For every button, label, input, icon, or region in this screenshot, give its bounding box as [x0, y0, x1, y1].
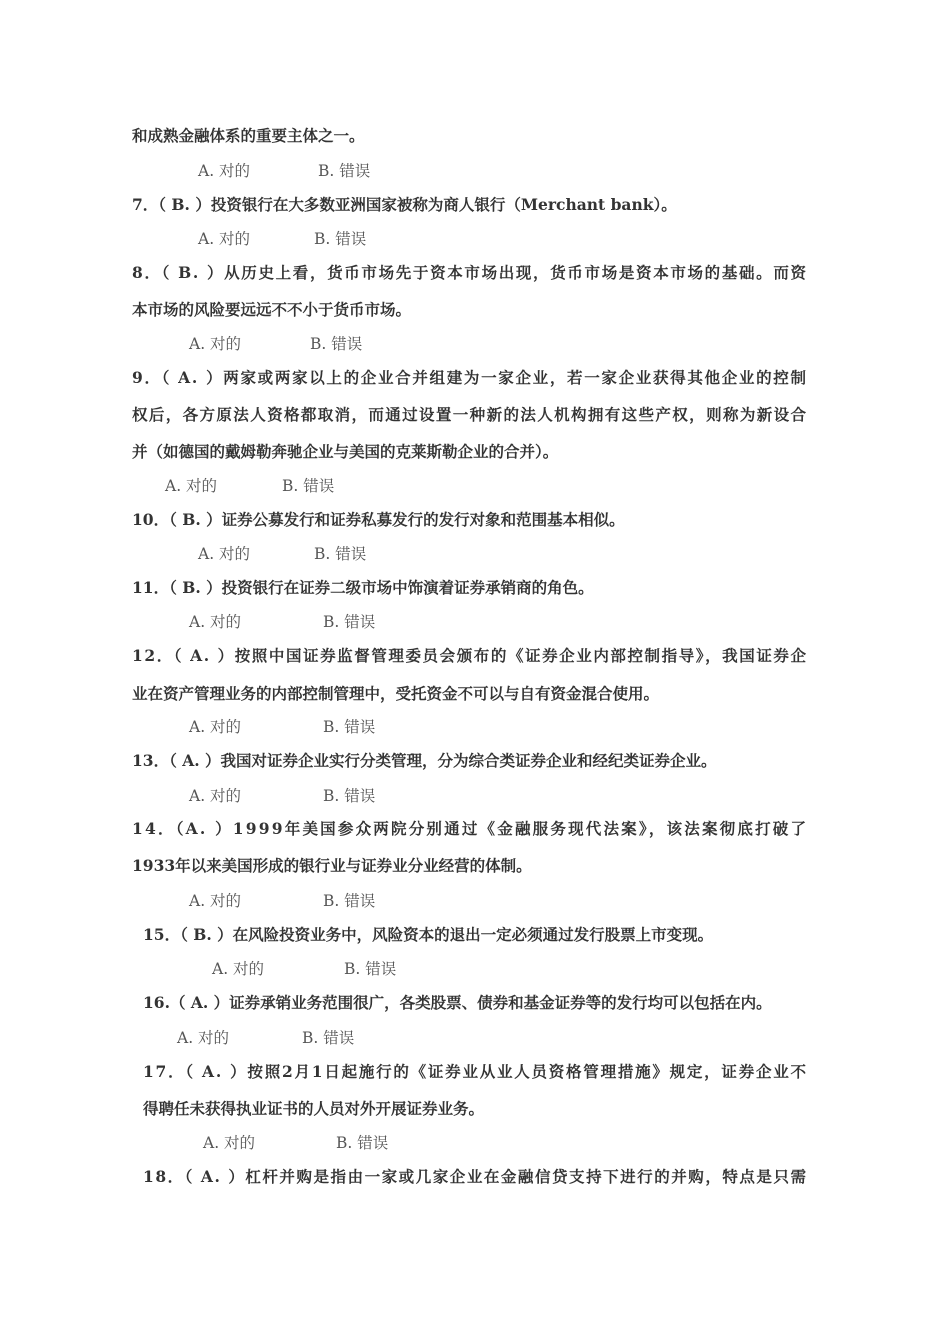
- answer-options: [189, 334, 363, 354]
- question-line: 1933年以来美国形成的银行业与证券业分业经营的体制。: [132, 856, 532, 875]
- question-line: 17．（ A. ）按照2月1日起施行的《证券业从业人员资格管理措施》规定，证券企业不: [143, 1062, 808, 1081]
- option-b-false: B. 错误: [314, 545, 367, 563]
- answer-options: [212, 959, 397, 979]
- answer-options: [203, 1133, 389, 1153]
- question-line: 18．（ A. ）杠杆并购是指由一家或几家企业在金融信贷支持下进行的并购，特点是只需: [143, 1167, 808, 1186]
- question-line: 13．（ A. ）我国对证券企业实行分类管理，分为综合类证券企业和经纪类证券企业。: [132, 751, 717, 770]
- answer-options: [189, 612, 376, 632]
- option-a-true: A. 对的: [177, 1029, 230, 1047]
- option-a-true: A. 对的: [189, 787, 242, 805]
- question-line: 16.（ A. ）证券承销业务范围很广，各类股票、债券和基金证券等的发行均可以包括在内。: [143, 993, 772, 1012]
- question-line: 本市场的风险要远远不不小于货币市场。: [132, 300, 412, 319]
- question-line: 10．（ B. ）证券公募发行和证券私募发行的发行对象和范围基本相似。: [132, 510, 625, 529]
- option-a-true: A. 对的: [189, 335, 242, 353]
- question-line: 得聘任未获得执业证书的人员对外开展证券业务。: [143, 1099, 485, 1118]
- answer-options: [198, 229, 367, 249]
- question-line: 12．（ A. ）按照中国证券监督管理委员会颁布的《证券企业内部控制指导》，我国证券企: [132, 646, 808, 665]
- option-b-false: B. 错误: [323, 787, 376, 805]
- option-b-false: B. 错误: [318, 162, 371, 180]
- option-b-false: B. 错误: [310, 335, 363, 353]
- question-line: 14．（A. ）1999年美国参众两院分别通过《金融服务现代法案》，该法案彻底打破了: [132, 819, 809, 838]
- option-a-true: A. 对的: [165, 477, 218, 495]
- question-line: 9．（ A. ）两家或两家以上的企业合并组建为一家企业，若一家企业获得其他企业的控制: [132, 368, 808, 387]
- question-line: 和成熟金融体系的重要主体之一。: [132, 126, 365, 145]
- question-line: 并（如德国的戴姆勒奔驰企业与美国的克莱斯勒企业的合并）。: [132, 442, 559, 461]
- option-a-true: A. 对的: [189, 718, 242, 736]
- answer-options: [189, 786, 376, 806]
- option-a-true: A. 对的: [198, 230, 251, 248]
- question-line: 权后，各方原法人资格都取消，而通过设置一种新的法人机构拥有这些产权，则称为新设合: [132, 405, 808, 424]
- option-a-true: A. 对的: [189, 613, 242, 631]
- option-b-false: B. 错误: [314, 230, 367, 248]
- option-b-false: B. 错误: [336, 1134, 389, 1152]
- question-line: 8．（ B. ）从历史上看，货币市场先于资本市场出现，货币市场是资本市场的基础。而资: [132, 263, 808, 282]
- question-line: 11．（ B. ）投资银行在证券二级市场中饰演着证券承销商的角色。: [132, 578, 594, 597]
- option-a-true: A. 对的: [203, 1134, 256, 1152]
- answer-options: [177, 1028, 355, 1048]
- question-line: 业在资产管理业务的内部控制管理中，受托资金不可以与自有资金混合使用。: [132, 684, 660, 703]
- question-line: 7．（ B. ）投资银行在大多数亚洲国家被称为商人银行（Merchant bank）。: [132, 195, 677, 214]
- option-a-true: A. 对的: [189, 892, 242, 910]
- option-a-true: A. 对的: [198, 545, 251, 563]
- option-a-true: A. 对的: [198, 162, 251, 180]
- option-b-false: B. 错误: [323, 718, 376, 736]
- answer-options: [189, 891, 376, 911]
- option-b-false: B. 错误: [323, 613, 376, 631]
- option-a-true: A. 对的: [212, 960, 265, 978]
- option-b-false: B. 错误: [323, 892, 376, 910]
- answer-options: [198, 161, 371, 181]
- option-b-false: B. 错误: [302, 1029, 355, 1047]
- option-b-false: B. 错误: [282, 477, 335, 495]
- answer-options: [189, 717, 376, 737]
- answer-options: [198, 544, 367, 564]
- option-b-false: B. 错误: [344, 960, 397, 978]
- answer-options: [165, 476, 335, 496]
- question-line: 15．（ B. ）在风险投资业务中，风险资本的退出一定必须通过发行股票上市变现。: [143, 925, 714, 944]
